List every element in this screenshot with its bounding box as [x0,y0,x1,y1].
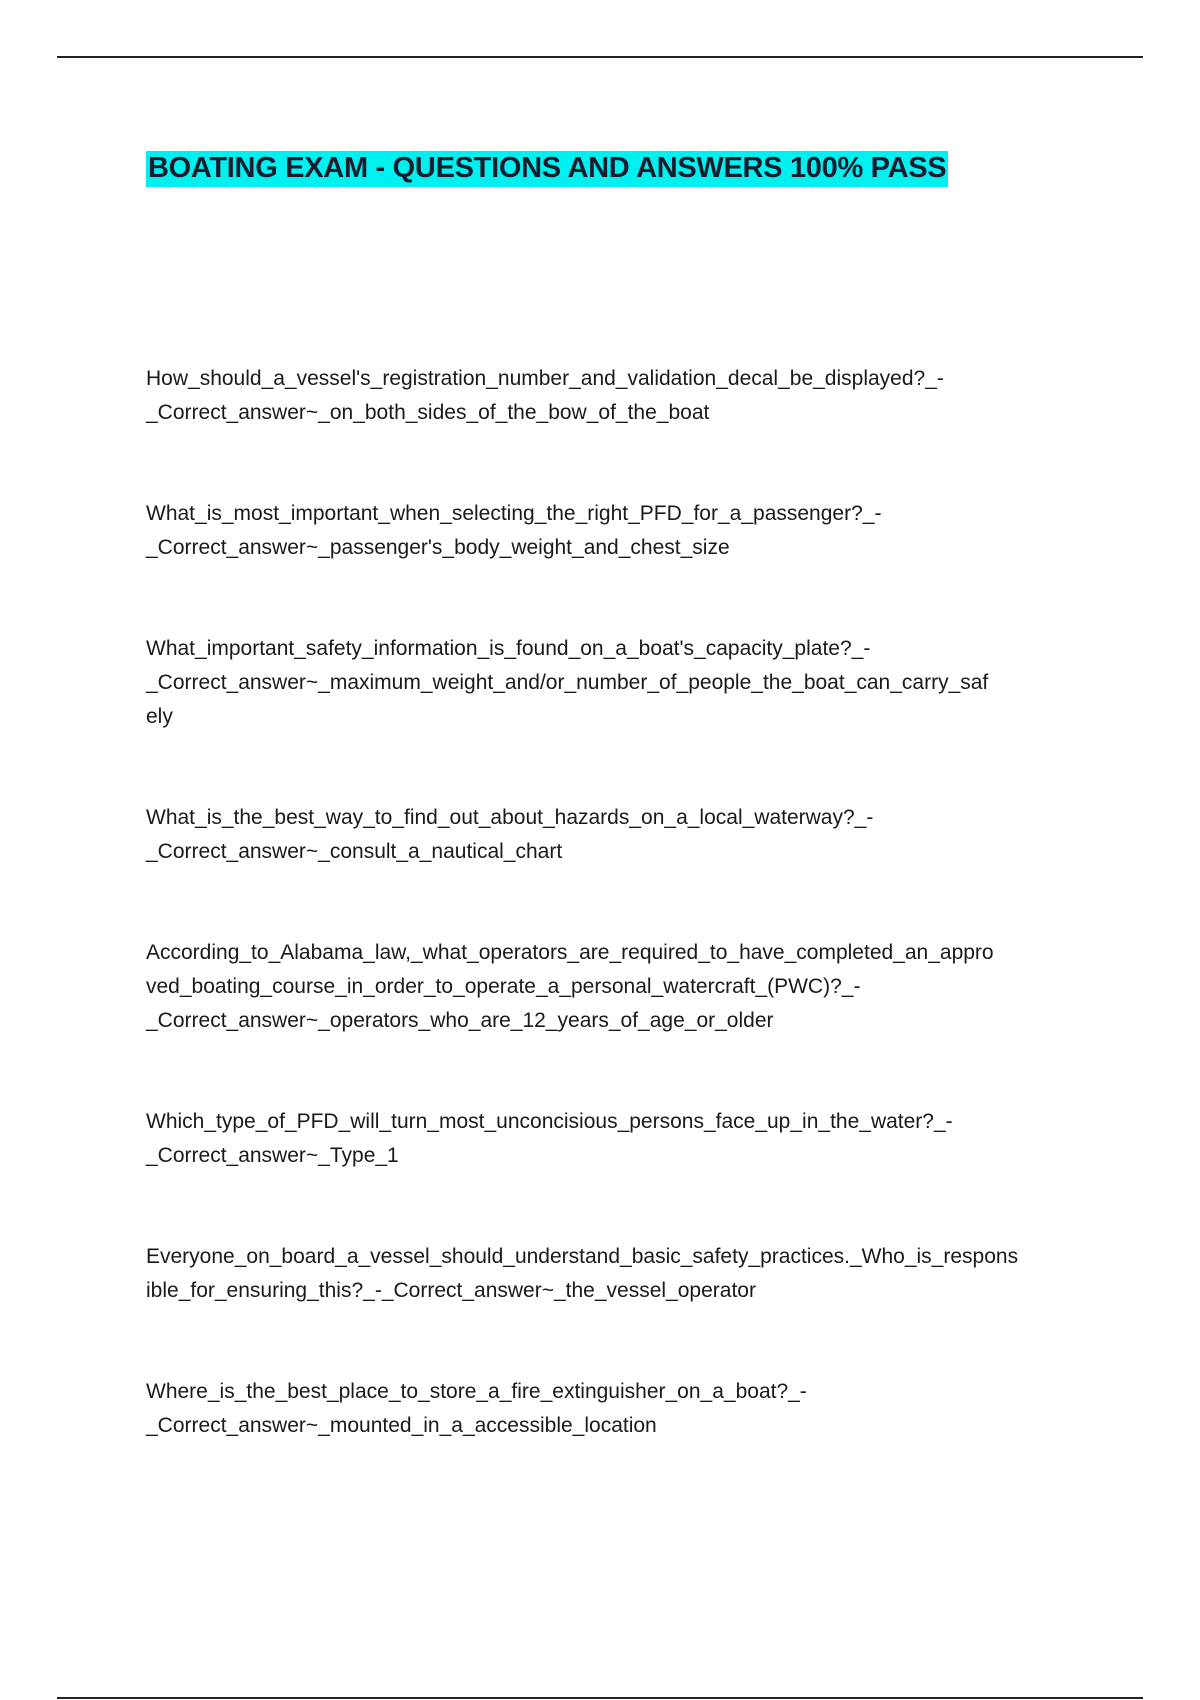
top-rule [57,56,1143,58]
qa-text-line: Where_is_the_best_place_to_store_a_fire_extinguisher_on_a_boat?_- [146,1380,807,1403]
qa-item [146,801,1066,869]
qa-text-line: How_should_a_vessel's_registration_number_and_validation_decal_be_displayed?_- [146,367,944,390]
qa-text-line: _Correct_answer~_operators_who_are_12_years_of_age_or_older [146,1009,774,1032]
qa-text-line: What_is_most_important_when_selecting_the_right_PFD_for_a_passenger?_- [146,502,882,525]
qa-text-line: _Correct_answer~_maximum_weight_and/or_number_of_people_the_boat_can_carry_saf [146,671,989,694]
qa-item [146,632,1066,734]
qa-item [146,1375,1066,1443]
page-title-text: BOATING EXAM - QUESTIONS AND ANSWERS 100% PASS [146,151,948,187]
qa-text-line: ible_for_ensuring_this?_-_Correct_answer~_the_vessel_operator [146,1279,756,1302]
qa-item [146,1240,1066,1308]
qa-text-line: According_to_Alabama_law,_what_operators_are_required_to_have_completed_an_appro [146,941,994,964]
qa-item [146,1105,1066,1173]
qa-text-line: What_is_the_best_way_to_find_out_about_hazards_on_a_local_waterway?_- [146,806,874,829]
qa-item [146,936,1066,1038]
qa-text-line: _Correct_answer~_Type_1 [146,1144,399,1167]
qa-text-line: _Correct_answer~_on_both_sides_of_the_bow_of_the_boat [146,401,710,424]
qa-text-line: _Correct_answer~_passenger's_body_weight_and_chest_size [146,536,730,559]
qa-text-line: _Correct_answer~_mounted_in_a_accessible_location [146,1414,657,1437]
qa-item [146,362,1066,430]
page-title [146,146,948,190]
qa-text-line: ved_boating_course_in_order_to_operate_a_personal_watercraft_(PWC)?_- [146,975,861,998]
qa-text-line: What_important_safety_information_is_found_on_a_boat's_capacity_plate?_- [146,637,871,660]
qa-item [146,497,1066,565]
qa-list [146,362,1066,1443]
qa-text-line: ely [146,705,173,728]
bottom-rule [57,1697,1143,1699]
qa-text-line: Everyone_on_board_a_vessel_should_understand_basic_safety_practices._Who_is_respons [146,1245,1019,1268]
qa-text-line: Which_type_of_PFD_will_turn_most_unconcisious_persons_face_up_in_the_water?_- [146,1110,953,1133]
qa-text-line: _Correct_answer~_consult_a_nautical_chart [146,840,563,863]
